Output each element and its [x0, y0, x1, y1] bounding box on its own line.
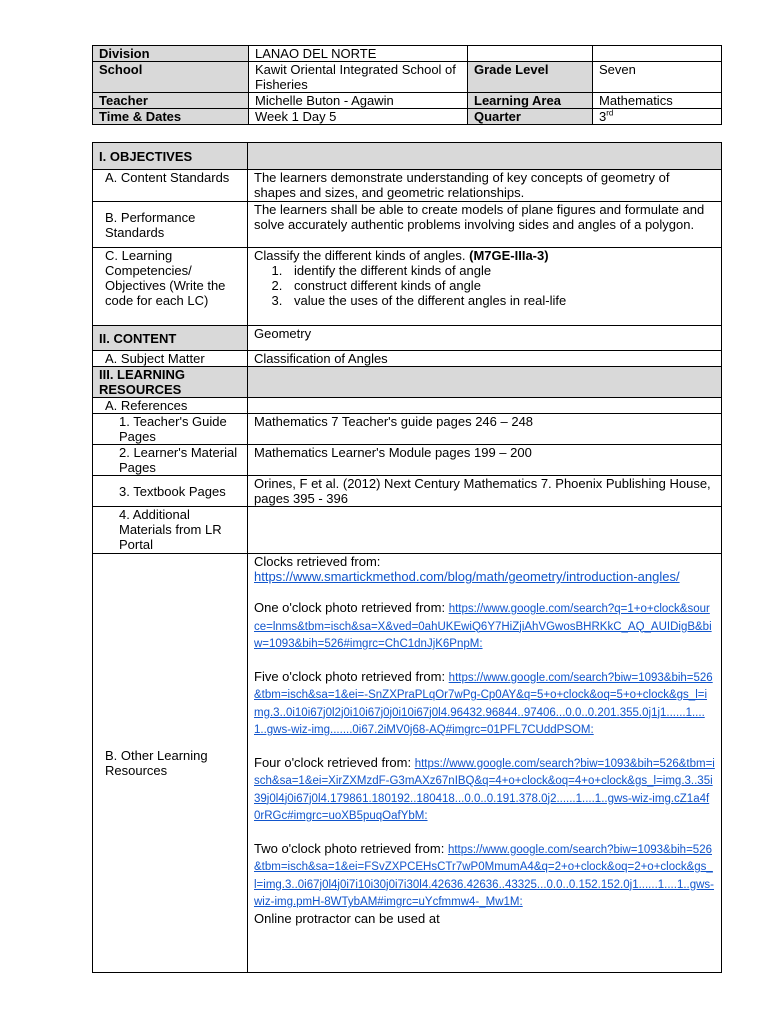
content-value: Geometry	[248, 326, 722, 351]
teachers-guide-value: Mathematics 7 Teacher's guide pages 246 – 248	[248, 414, 722, 445]
empty-cell	[468, 46, 593, 62]
learners-material-value: Mathematics Learner's Module pages 199 – 200	[248, 445, 722, 476]
clocks-text: Clocks retrieved from:	[254, 554, 381, 569]
teacher-value: Michelle Buton - Agawin	[249, 93, 468, 109]
learning-resources-blank	[248, 367, 722, 398]
content-standards-label: A. Content Standards	[93, 170, 248, 202]
lr-portal-value	[248, 507, 722, 554]
competencies-intro: Classify the different kinds of angles.	[254, 248, 470, 263]
competencies-code: (M7GE-IIIa-3)	[469, 248, 549, 263]
division-label: Division	[93, 46, 249, 62]
learning-area-label: Learning Area	[468, 93, 593, 109]
quarter-label: Quarter	[468, 109, 593, 125]
references-label: A. References	[93, 398, 248, 414]
school-label: School	[93, 62, 249, 93]
clocks-link[interactable]: https://www.smartickmethod.com/blog/math/geometry/introduction-angles/	[254, 569, 680, 584]
teacher-label: Teacher	[93, 93, 249, 109]
four-oclock-link[interactable]: https://www.google.com/search?biw=1093&bih=526&tbm=isch&sa=1&ei=XirZXMzdF-G3mAXz67nIBQ&q=4+o+clock&oq=4+o+clock&gs_l=img.3..35i39j0l4j0i67j0l4.179861.180192..180418...0.0..0.191.378.0j2......1....1..gws-wiz-img.cZ1a4f0rRGc#imgrc=uoXB5puqOafYbM:	[254, 757, 715, 822]
time-dates-value: Week 1 Day 5	[249, 109, 468, 125]
one-oclock-text: One o'clock photo retrieved from:	[254, 600, 449, 615]
grade-level-value: Seven	[593, 62, 722, 93]
five-oclock-link[interactable]: https://www.google.com/search?biw=1093&bih=526&tbm=isch&sa=1&ei=-SnZXPraPLqOr7wPg-Cp0AY&q=5+o+clock&oq=5+o+clock&gs_l=img.3..0i10i67j0l2j0i10i67j0j0i10i67j0l4.96432.96844..97406...0.0..0.201.355.0j1j1......1....1..gws-wiz-img.......0i67.2iMV0j68-AQ#imgrc=01PFL7CUddPSOM:	[254, 671, 713, 736]
textbook-value: Orines, F et al. (2012) Next Century Mathematics 7. Phoenix Publishing House, pages 395 - 396	[248, 476, 722, 507]
learning-area-value: Mathematics	[593, 93, 722, 109]
two-oclock-link[interactable]: https://www.google.com/search?biw=1093&bih=526&tbm=isch&sa=1&ei=FSvZXPCEHsCTr7wP0MmumA4&q=2+o+clock&oq=2+o+clock&gs_l=img.3..0i67j0l4j0i7i10i30j0i7i30l4.42636.42636..43325...0.0..0.152.152.0j1......1....1..gws-wiz-img.pmH-8WTybAM#imgrc=uYcfmmw4-_Mw1M:	[254, 843, 715, 908]
division-value: LANAO DEL NORTE	[249, 46, 468, 62]
one-oclock-link[interactable]: https://www.google.com/search?q=1+o+clock&source=lnms&tbm=isch&sa=X&ved=0ahUKEwiQ6Y7HiZjiAhVGwosBHRKkC_AQ_AUIDigB&biw=1093&bih=526#imgrc=ChC1dnJjK6PnpM:	[254, 603, 712, 650]
other-resources-label: B. Other Learning Resources	[93, 554, 248, 973]
references-blank	[248, 398, 722, 414]
learning-competencies-label: C. Learning Competencies/ Objectives (Write the code for each LC)	[93, 248, 248, 326]
empty-cell	[593, 46, 722, 62]
other-resources-value	[248, 554, 722, 973]
competencies-list	[254, 263, 715, 308]
learners-material-label: 2. Learner's Material Pages	[93, 445, 248, 476]
content-heading: II. CONTENT	[93, 326, 248, 351]
list-item: 3. value the uses of the different angles in real-life	[286, 293, 715, 308]
list-item: 2. construct different kinds of angle	[286, 278, 715, 293]
subject-matter-value: Classification of Angles	[248, 351, 722, 367]
five-oclock-text: Five o'clock photo retrieved from:	[254, 668, 449, 684]
quarter-suffix: rd	[606, 108, 614, 118]
list-item: 1. identify the different kinds of angle	[286, 263, 715, 278]
objectives-heading: I. OBJECTIVES	[93, 143, 248, 170]
school-value: Kawit Oriental Integrated School of Fisheries	[249, 62, 468, 93]
quarter-value	[593, 109, 722, 125]
lesson-plan-table	[92, 142, 722, 973]
content-standards-value: The learners demonstrate understanding of key concepts of geometry of shapes and sizes, and geometric relationships.	[248, 170, 722, 202]
quarter-number: 3	[599, 109, 607, 124]
subject-matter-label: A. Subject Matter	[93, 351, 248, 367]
four-oclock-text: Four o'clock retrieved from:	[254, 754, 415, 770]
learning-competencies-value	[248, 248, 722, 326]
lr-portal-label: 4. Additional Materials from LR Portal	[93, 507, 248, 554]
performance-standards-label: B. Performance Standards	[93, 202, 248, 248]
teachers-guide-label: 1. Teacher's Guide Pages	[93, 414, 248, 445]
objectives-heading-blank	[248, 143, 722, 170]
performance-standards-value: The learners shall be able to create models of plane figures and formulate and solve accurately authentic problems involving sides and angles of a polygon.	[248, 202, 722, 248]
header-table	[92, 45, 722, 125]
time-dates-label: Time & Dates	[93, 109, 249, 125]
two-oclock-text: Two o'clock photo retrieved from:	[254, 840, 448, 856]
learning-resources-heading: III. LEARNING RESOURCES	[93, 367, 248, 398]
textbook-label: 3. Textbook Pages	[93, 476, 248, 507]
grade-level-label: Grade Level	[468, 62, 593, 93]
protractor-text: Online protractor can be used at	[254, 910, 440, 926]
